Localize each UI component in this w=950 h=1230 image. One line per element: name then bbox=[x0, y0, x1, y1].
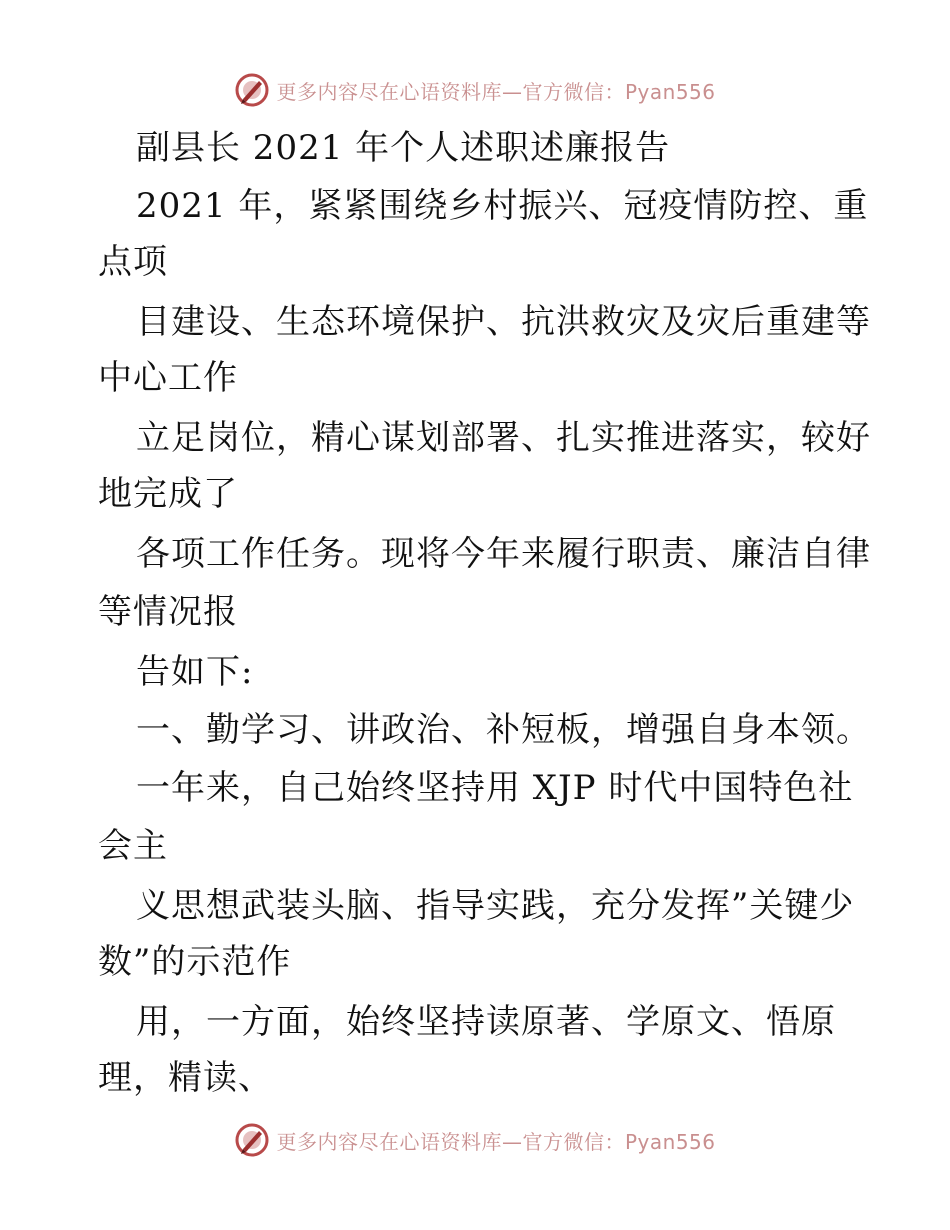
document-line: 会主 bbox=[98, 826, 168, 866]
header-banner-text bbox=[276, 76, 715, 105]
document-line: 立足岗位，精心谋划部署、扎实推进落实，较好 bbox=[136, 418, 871, 458]
header-banner bbox=[0, 68, 950, 112]
document-line: 义思想武装头脑、指导实践，充分发挥”关键少 bbox=[136, 886, 855, 926]
footer-banner bbox=[0, 1118, 950, 1162]
document-line: 2021 年，紧紧围绕乡村振兴、冠疫情防控、重 bbox=[136, 186, 869, 226]
document-line: 中心工作 bbox=[98, 358, 238, 398]
document-line: 告如下: bbox=[136, 652, 254, 692]
document-line: 地完成了 bbox=[98, 474, 238, 514]
footer-banner-label: 更多内容尽在心语资料库—官方微信： bbox=[276, 1129, 625, 1154]
pen-circle-logo-icon bbox=[234, 72, 270, 108]
document-line: 用，一方面，始终坚持读原著、学原文、悟原 bbox=[136, 1002, 836, 1042]
document-title: 副县长 2021 年个人述职述廉报告 bbox=[136, 128, 671, 168]
document-line: 目建设、生态环境保护、抗洪救灾及灾后重建等 bbox=[136, 302, 871, 342]
document-line: 一年来，自己始终坚持用 XJP 时代中国特色社 bbox=[136, 768, 854, 808]
document-line: 数”的示范作 bbox=[98, 942, 292, 982]
document-line: 点项 bbox=[98, 242, 168, 282]
pen-circle-logo-icon bbox=[234, 1122, 270, 1158]
footer-banner-inner bbox=[234, 1122, 715, 1158]
footer-banner-wechat: Pyan556 bbox=[624, 1129, 716, 1154]
document-line: 理，精读、 bbox=[98, 1058, 273, 1098]
header-banner-wechat: Pyan556 bbox=[624, 79, 716, 104]
footer-banner-text bbox=[276, 1126, 715, 1155]
document-line: 一、勤学习、讲政治、补短板，增强自身本领。 bbox=[136, 710, 871, 750]
header-banner-label: 更多内容尽在心语资料库—官方微信： bbox=[276, 79, 625, 104]
header-banner-inner bbox=[234, 72, 715, 108]
document-line: 各项工作任务。现将今年来履行职责、廉洁自律 bbox=[136, 534, 871, 574]
document-line: 等情况报 bbox=[98, 592, 238, 632]
